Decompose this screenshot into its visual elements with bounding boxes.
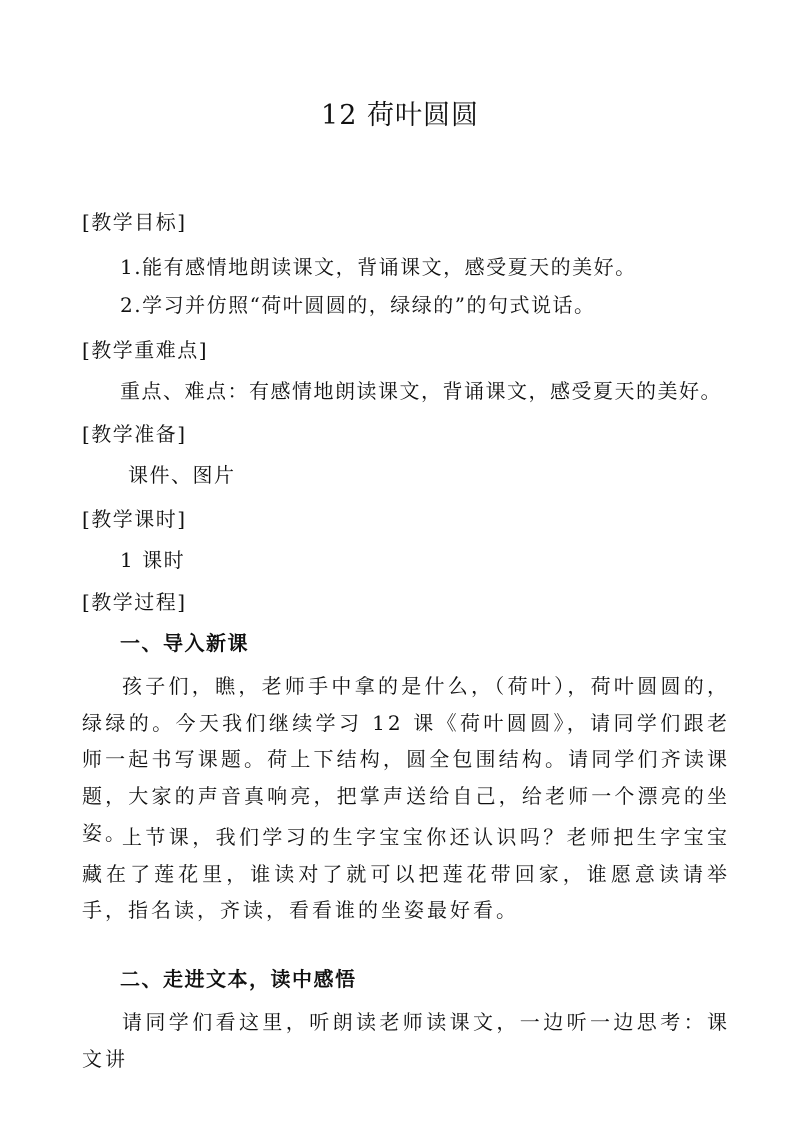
part-1-paragraph-2: 上节课，我们学习的生字宝宝你还认识吗？老师把生字宝宝藏在了莲花里，谁读对了就可以把莲花带回家，谁愿意读请举手，指名读，齐读，看看谁的坐姿最好看。 bbox=[82, 825, 730, 923]
goal-item-1: 1.能有感情地朗读课文，背诵课文，感受夏天的美好。 bbox=[120, 255, 637, 279]
section-heading-class-time: [教学课时] bbox=[82, 507, 187, 531]
section-heading-process: [教学过程] bbox=[82, 590, 187, 614]
part-2-heading: 二、走进文本，读中感悟 bbox=[120, 967, 357, 991]
part-1-paragraph-1: 孩子们，瞧，老师手中拿的是什么，（荷叶），荷叶圆圆的，绿绿的。今天我们继续学习 12 课《荷叶圆圆》，请同学们跟老师一起书写课题。荷上下结构，圆全包围结构。请同学们齐读课题，大家的声音真响亮，把掌声送给自己，给老师一个漂亮的坐姿。 bbox=[82, 674, 730, 845]
part-2-paragraph-1: 请同学们看这里，听朗读老师读课文，一边听一边思考：课文讲 bbox=[82, 1010, 730, 1071]
preparation-text: 课件、图片 bbox=[128, 463, 236, 487]
key-points-text: 重点、难点：有感情地朗读课文，背诵课文，感受夏天的美好。 bbox=[120, 379, 722, 403]
class-time-text: 1 课时 bbox=[120, 548, 186, 572]
section-heading-goals: [教学目标] bbox=[82, 210, 187, 234]
section-heading-preparation: [教学准备] bbox=[82, 422, 187, 446]
goal-item-2: 2.学习并仿照“荷叶圆圆的，绿绿的”的句式说话。 bbox=[120, 293, 596, 317]
page-title: 12 荷叶圆圆 bbox=[321, 100, 479, 131]
part-1-heading: 一、导入新课 bbox=[120, 631, 249, 655]
section-heading-key-points: [教学重难点] bbox=[82, 338, 209, 362]
